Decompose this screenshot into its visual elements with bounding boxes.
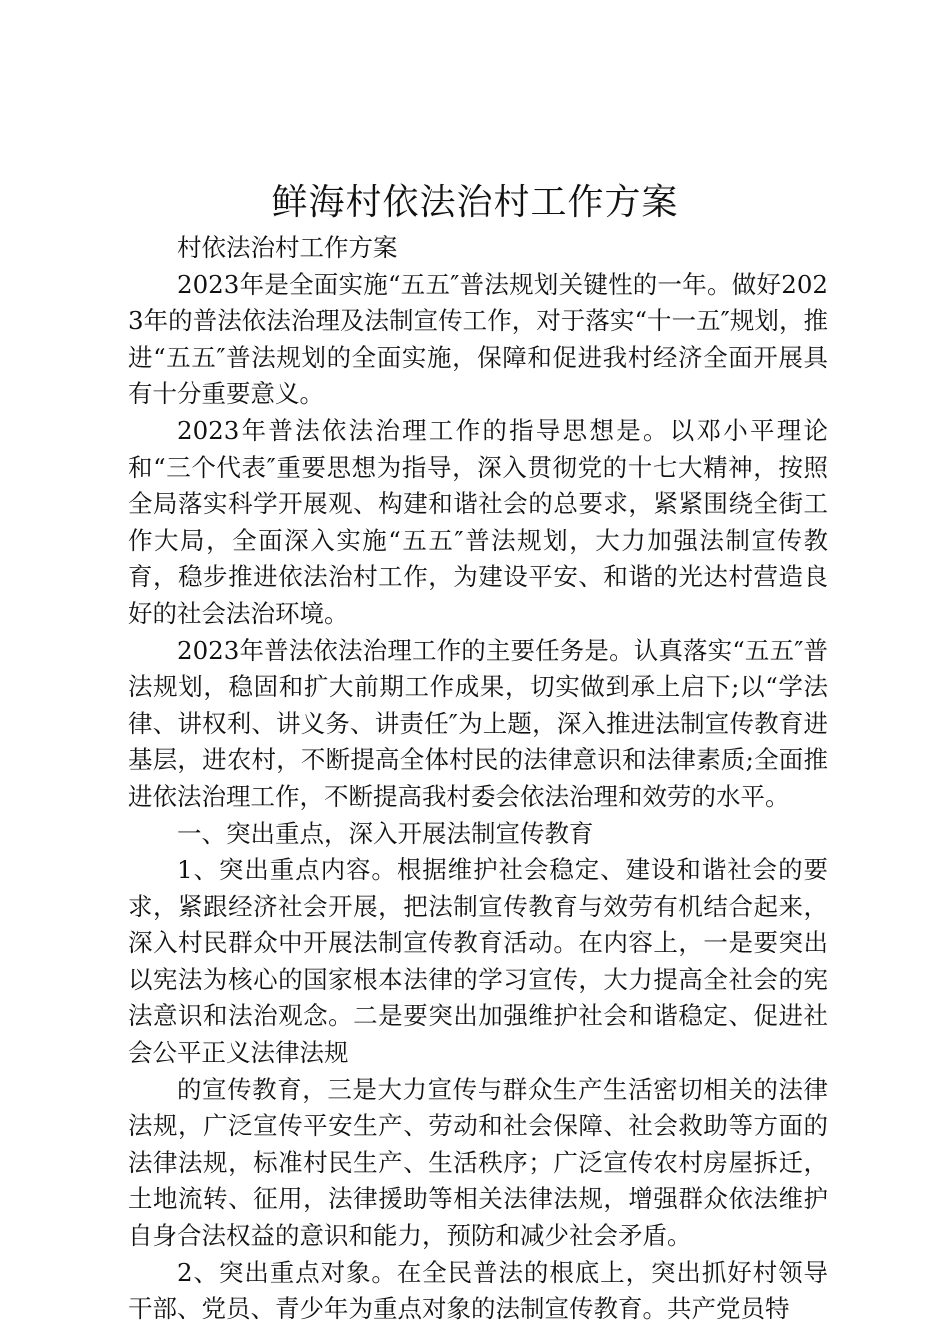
paragraph-subtitle: 村依法治村工作方案	[177, 233, 398, 262]
section-heading-1: 一、突出重点，深入开展法制宣传教育	[177, 818, 594, 848]
paragraph-key-content: 1、突出重点内容。根据维护社会稳定、建设和谐社会的要求，紧跟经济社会开展，把法制宣传教育与效劳有机结合起来，深入村民群众中开展法制宣传教育活动。在内容上，一是要突出以宪法为核心的国家根本法律的学习宣传，大力提高全社会的宪法意识和法治观念。二是要突出加强维护社会和谐稳定、促进社会公平正义法律法规	[128, 855, 828, 1068]
document-title: 鲜海村依法治村工作方案	[271, 182, 679, 223]
paragraph-main-tasks: 2023年普法依法治理工作的主要任务是。认真落实“五五″普法规划，稳固和扩大前期工作成果，切实做到承上启下;以“学法律、讲权利、讲义务、讲责任″为上题，深入推进法制宣传教育进基层，进农村，不断提高全体村民的法律意识和法律素质;全面推进依法治理工作，不断提高我村委会依法治理和效劳的水平。	[128, 635, 828, 811]
paragraph-guiding-thought: 2023年普法依法治理工作的指导思想是。以邓小平理论和“三个代表″重要思想为指导，深入贯彻党的十七大精神，按照全局落实科学开展观、构建和谐社会的总要求，紧紧围绕全街工作大局，全面深入实施“五五″普法规划，大力加强法制宣传教育，稳步推进依法治村工作，为建设平安、和谐的光达村营造良好的社会法治环境。	[128, 415, 828, 628]
paragraph-key-targets: 2、突出重点对象。在全民普法的根底上，突出抓好村领导干部、党员、青少年为重点对象的法制宣传教育。共产党员特	[128, 1257, 828, 1324]
document-body	[128, 230, 828, 1328]
paragraph-intro: 2023年是全面实施“五五″普法规划关键性的一年。做好2023年的普法依法治理及法制宣传工作，对于落实“十一五″规划，推进“五五″普法规划的全面实施，保障和促进我村经济全面开展具有十分重要意义。	[128, 269, 828, 409]
paragraph-publicity-education: 的宣传教育，三是大力宣传与群众生产生活密切相关的法律法规，广泛宣传平安生产、劳动和社会保障、社会救助等方面的法律法规，标准村民生产、生活秩序；广泛宣传农村房屋拆迁，土地流转、征用，法律援助等相关法律法规，增强群众依法维护自身合法权益的意识和能力，预防和减少社会矛盾。	[128, 1074, 828, 1251]
